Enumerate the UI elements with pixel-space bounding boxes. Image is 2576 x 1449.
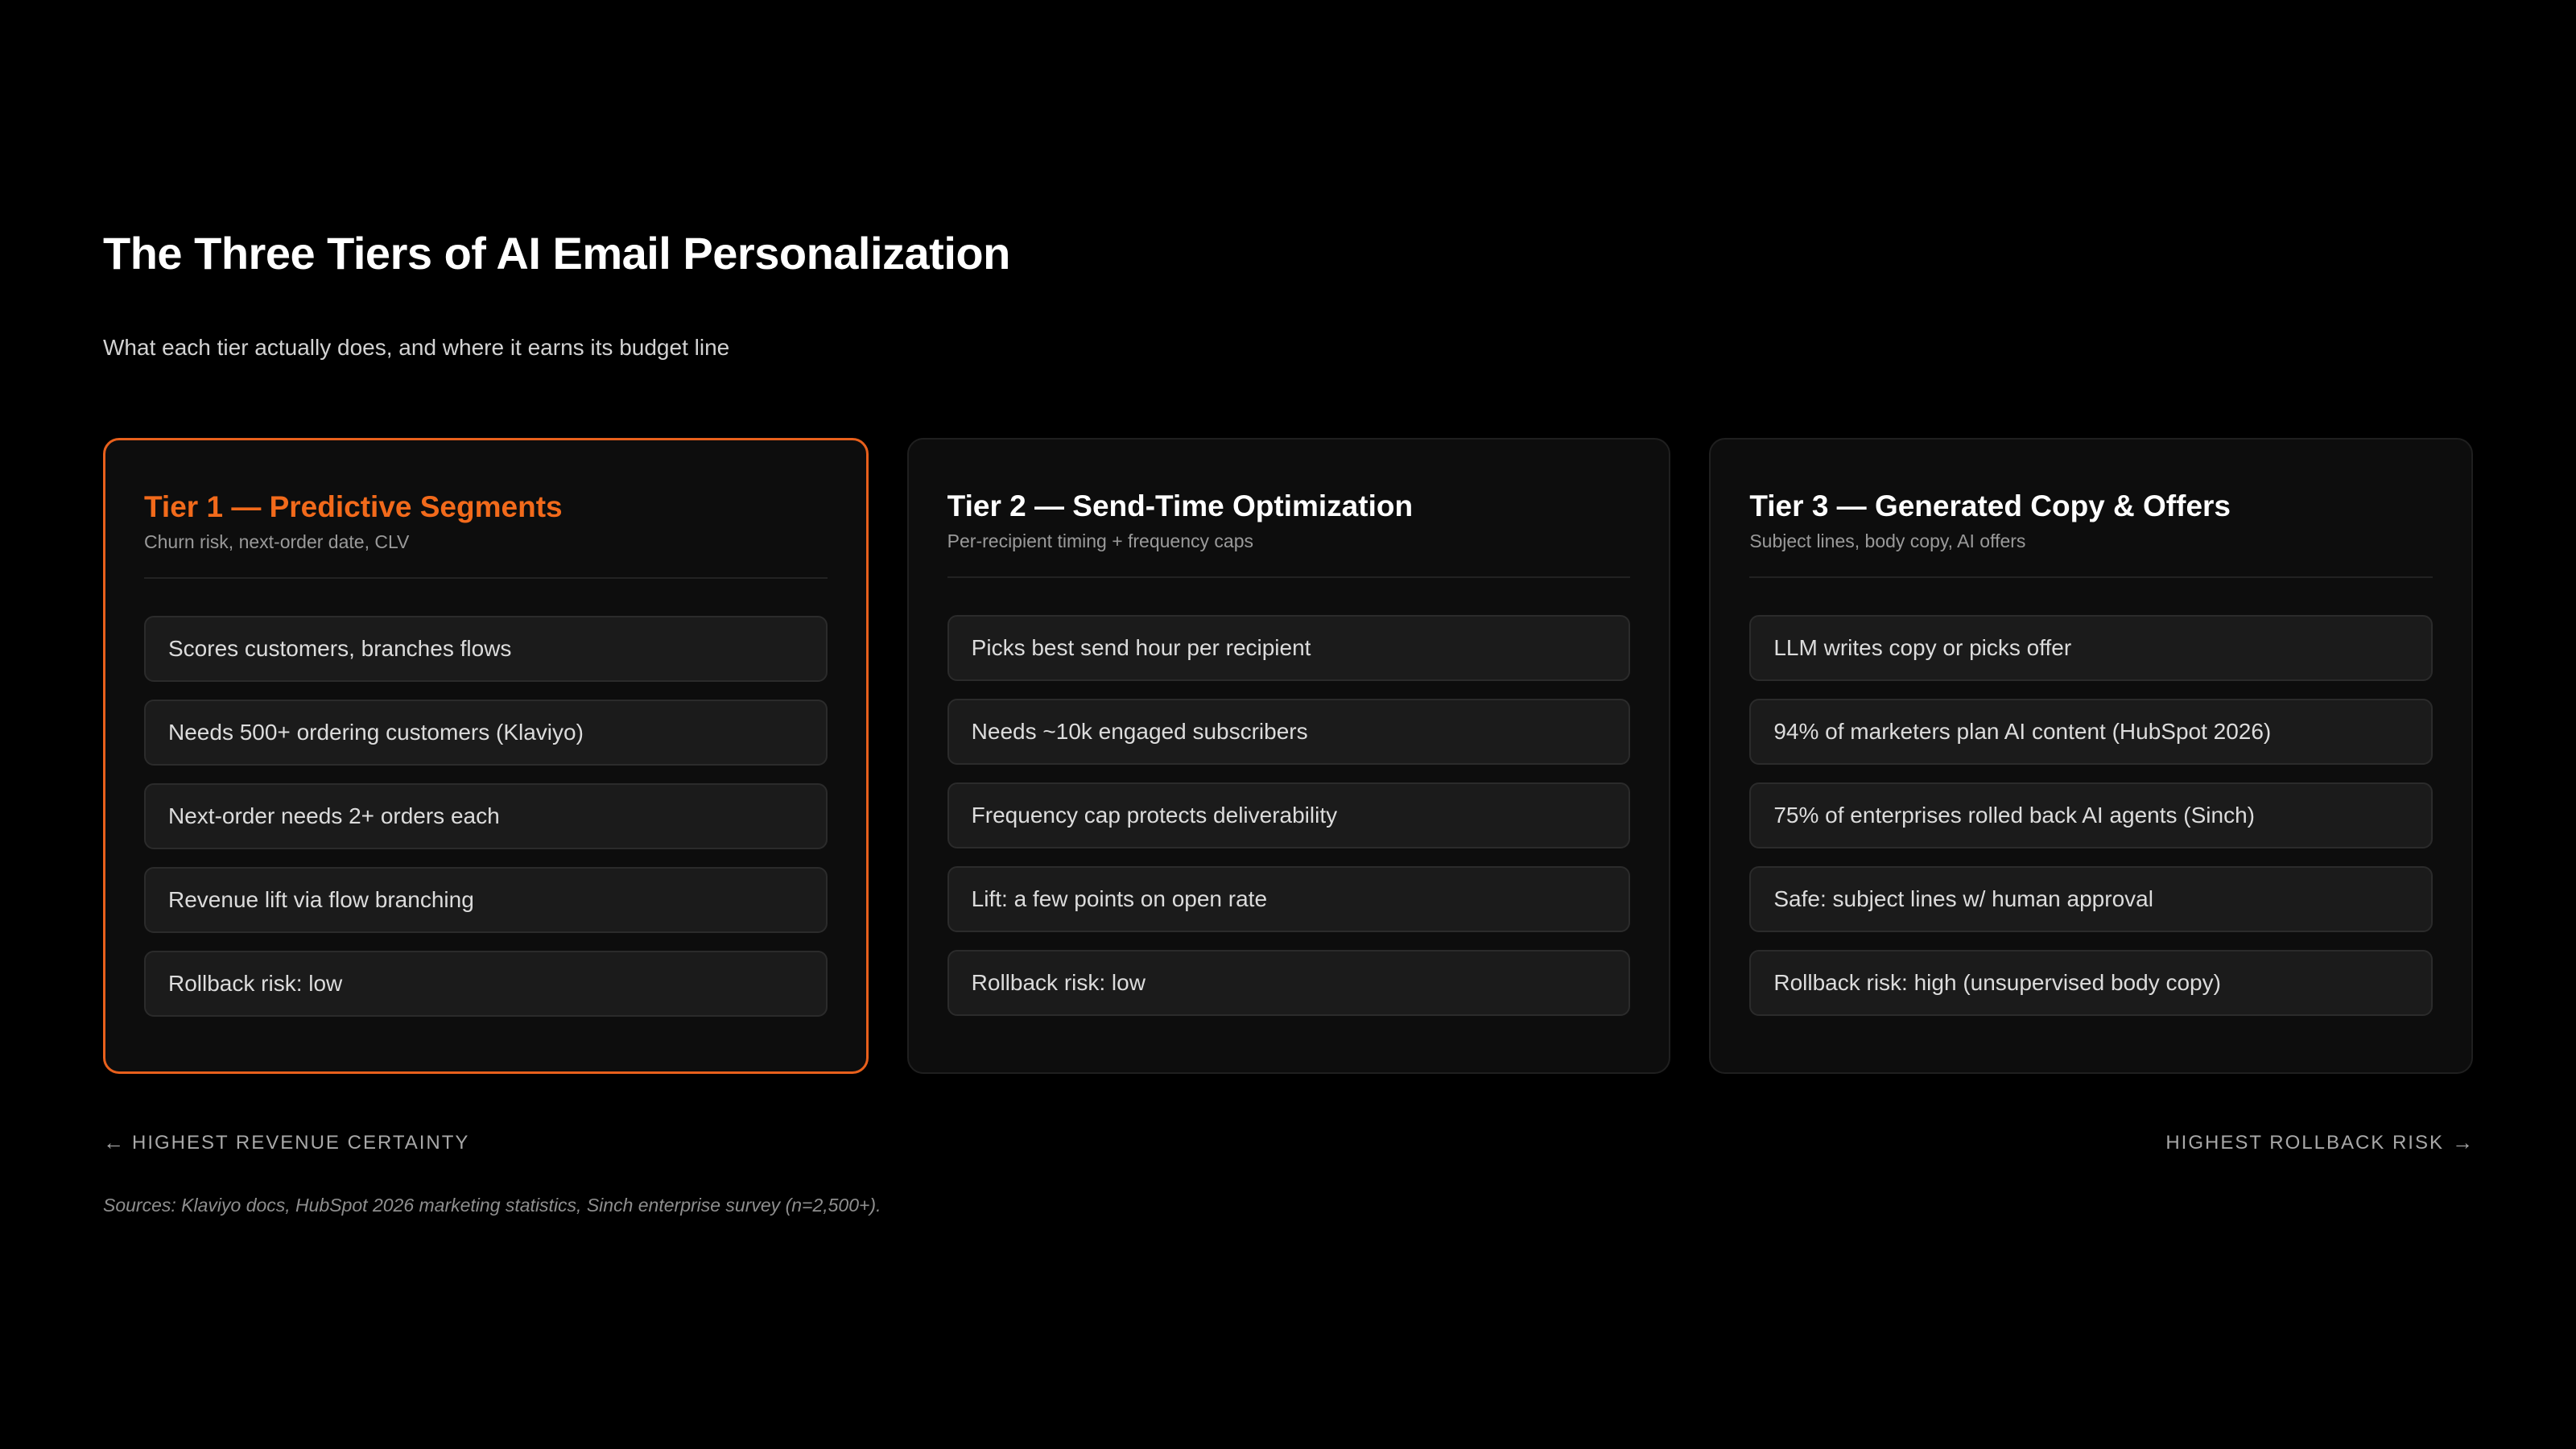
page-title: The Three Tiers of AI Email Personalization — [103, 228, 1010, 279]
tier-item-list — [947, 615, 1631, 1016]
tier-item: Next-order needs 2+ orders each — [144, 783, 828, 849]
tier-item: 94% of marketers plan AI content (HubSpot 2026) — [1749, 699, 2433, 765]
tier-item-list — [144, 616, 828, 1017]
tier-item: Rollback risk: low — [947, 950, 1631, 1016]
tier-item: Safe: subject lines w/ human approval — [1749, 866, 2433, 932]
tier-divider — [144, 577, 828, 579]
tier-item: Scores customers, branches flows — [144, 616, 828, 682]
tier-item-list — [1749, 615, 2433, 1016]
tier-item: Rollback risk: high (unsupervised body copy) — [1749, 950, 2433, 1016]
axis-legend — [103, 1130, 2473, 1155]
tier-title: Tier 2 — Send-Time Optimization — [947, 489, 1414, 522]
tier-description: Per-recipient timing + frequency caps — [947, 530, 1253, 551]
tier-divider — [1749, 576, 2433, 578]
sources-footnote: Sources: Klaviyo docs, HubSpot 2026 marketing statistics, Sinch enterprise survey (n=2,500+). — [103, 1195, 881, 1216]
axis-left — [103, 1130, 469, 1155]
tier-cards-row — [103, 438, 2473, 1074]
tier-item: 75% of enterprises rolled back AI agents (Sinch) — [1749, 782, 2433, 848]
tier-item: Revenue lift via flow branching — [144, 867, 828, 933]
tier-title: Tier 1 — Predictive Segments — [144, 490, 563, 523]
tier-item: Needs 500+ ordering customers (Klaviyo) — [144, 700, 828, 766]
tier-card-3 — [1709, 438, 2473, 1074]
tier-item: Lift: a few points on open rate — [947, 866, 1631, 932]
tier-description: Subject lines, body copy, AI offers — [1749, 530, 2026, 551]
tier-description: Churn risk, next-order date, CLV — [144, 530, 410, 552]
tier-title: Tier 3 — Generated Copy & Offers — [1749, 489, 2231, 522]
tier-card-1 — [103, 438, 869, 1074]
page-subtitle: What each tier actually does, and where it earns its budget line — [103, 335, 730, 360]
tier-card-2 — [907, 438, 1671, 1074]
axis-right-label: HIGHEST ROLLBACK RISK — [2165, 1131, 2444, 1154]
tier-item: Frequency cap protects deliverability — [947, 782, 1631, 848]
arrow-left-icon: ← — [103, 1130, 124, 1154]
tier-item: Rollback risk: low — [144, 951, 828, 1017]
axis-right — [2165, 1130, 2473, 1155]
tier-item: Picks best send hour per recipient — [947, 615, 1631, 681]
axis-left-label: HIGHEST REVENUE CERTAINTY — [132, 1131, 470, 1154]
tier-divider — [947, 576, 1631, 578]
arrow-right-icon: → — [2452, 1130, 2473, 1154]
tier-item: LLM writes copy or picks offer — [1749, 615, 2433, 681]
tier-item: Needs ~10k engaged subscribers — [947, 699, 1631, 765]
